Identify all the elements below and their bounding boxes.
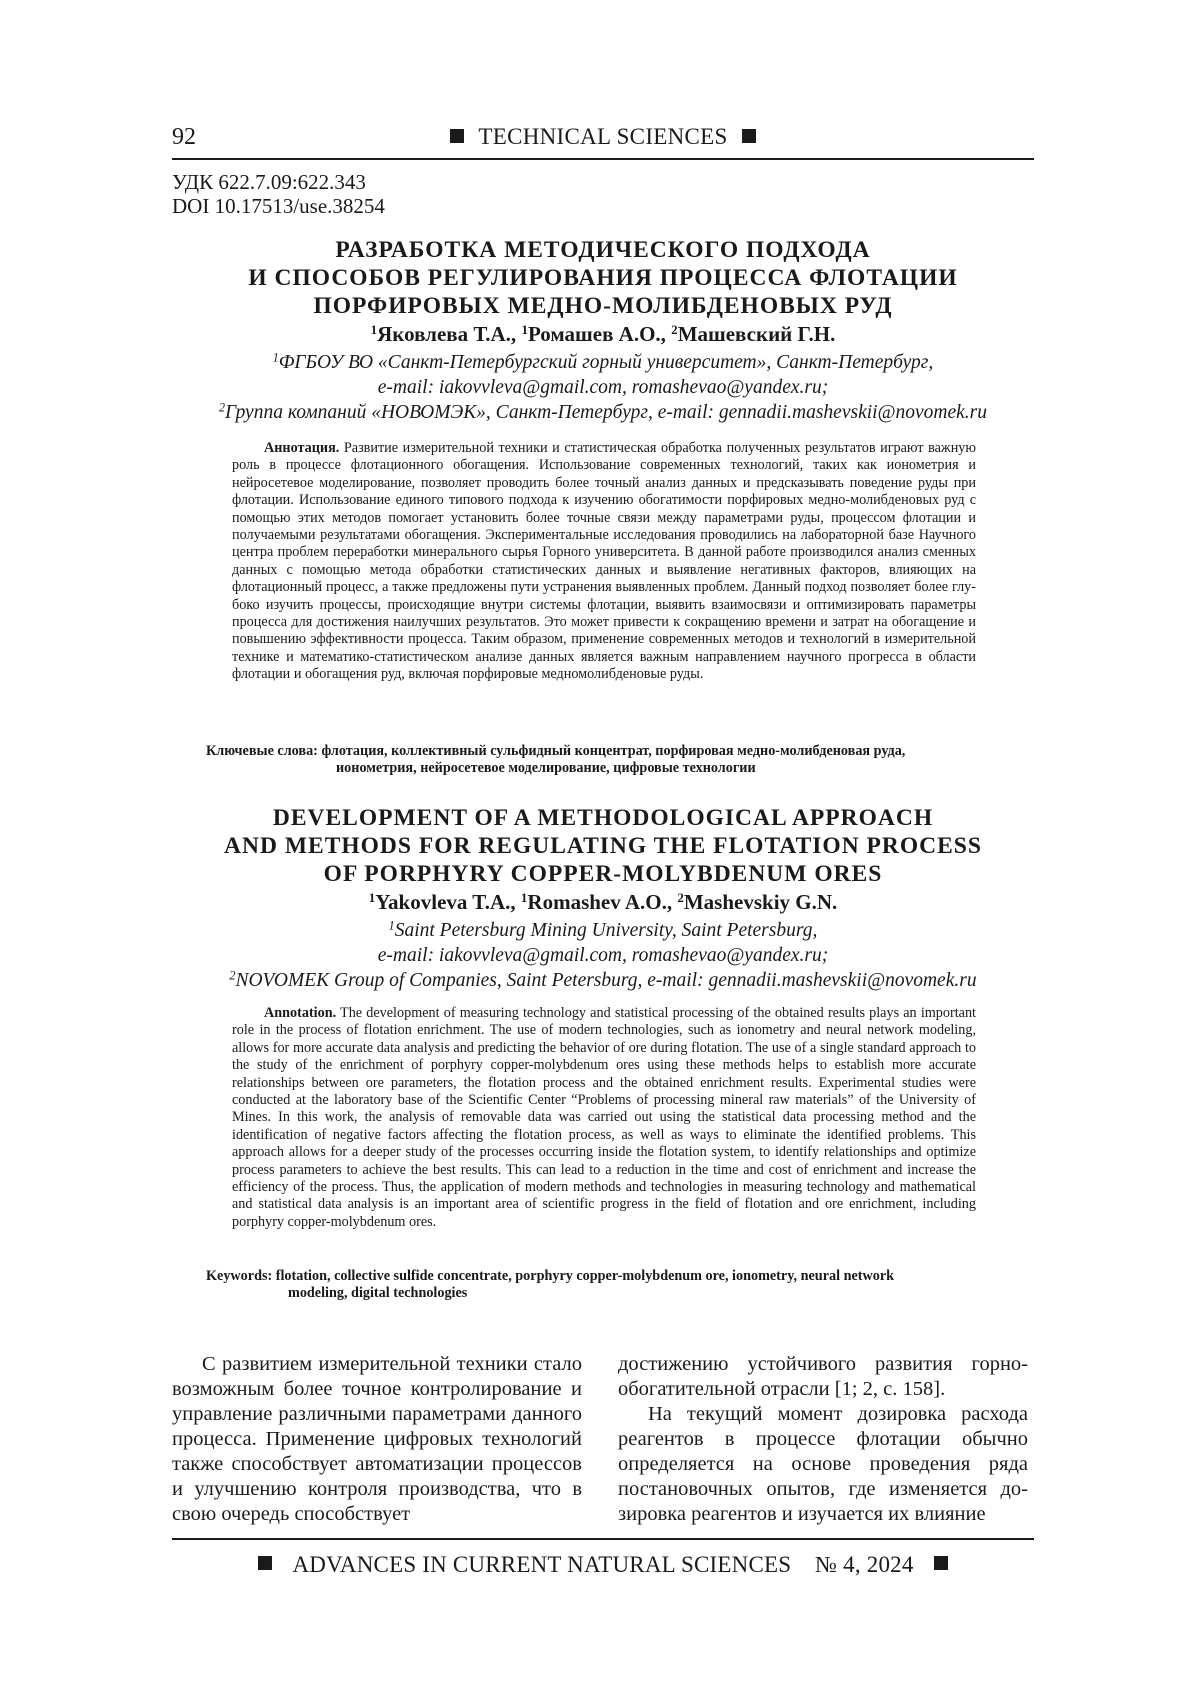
- author-index: 2: [677, 889, 684, 905]
- abstract-text: The development of measuring technology and statistical processing of the obtained results plays an important role in the process of flotation enrichment. The use of modern technologies, such as ionometry and neural network modeling, allows for more accurate data analysis and predicting the behavior of ore during flotation. The use of a single standard approach to the study of the enrichment of porphyry copper-molybdenum ores using these methods helps to establish more accurate relationships between ore parameters, the flotation process and the obtained enrichment results. Experimental studies were conducted at the laboratory base of the Scientific Center “Problems of processing mineral raw materials” of the University of Mines. In this work, the analysis of removable data was carried out using the statistical data processing method and the identification of negative factors affecting the flotation process, as well as ways to eliminate the identified problems. This approach allows for a deeper study of the processes occurring inside the flotation system, to identify relationships and optimize process parameters to achieve the best results. This can lead to a reduction in the time and cost of enrichment and increase the efficiency of the process. Thus, the application of modern methods and technologies in measuring technology and mathematical and statistical data analysis is an important area of scientific progress in the field of flotation and ore enrichment, including porphyry copper-molybdenum ores.: [232, 1005, 976, 1230]
- doi: DOI 10.17513/use.38254: [172, 194, 385, 218]
- title-ru-line: ПОРФИРОВЫХ МЕДНО-МОЛИБДЕНОВЫХ РУД: [313, 293, 893, 319]
- body-paragraph: На текущий момент дозировка расхода реагентов в процессе флотации обычно определяется на основе проведения ряда постановочных опытов, где изменяется дозировка реагентов и изучается их влияние: [618, 1403, 1028, 1525]
- author-name: Ромашев А.О.,: [527, 322, 672, 346]
- issue-number: № 4, 2024: [815, 1552, 914, 1577]
- author-index: 1: [368, 889, 376, 905]
- abstract-en: [232, 1005, 976, 1231]
- running-title: [172, 124, 1034, 150]
- keywords-ru: [206, 743, 1006, 778]
- affiliation-line: $^1$ФГБОУ ВО «Санкт-Петербургский горный университет», Санкт-Петербург,: [272, 350, 934, 373]
- keywords-label: Keywords:: [206, 1268, 273, 1284]
- abstract-text: Развитие измерительной техники и статистическая обработка полученных результатов играют важную роль в процессе флотационного обогащения. Использование современных технологий, таких как ионометрия и нейросетевое моделирование, позволяет проводить более точный анализ данных и предсказывать поведение руды при флотации. Использование единого типового подхода к изучению обогатимости порфировых медно-молибденовых руд с помощью этих методов помогает установить более точные связи между параметрами руды, процессом флотации и получаемыми результатами обогащения. Экспериментальные исследования проводились на лабораторной базе Научного центра проблем переработки минерального сырья Горного университета. В данной работе производился анализ сменных данных с помощью метода обработки статистических данных и выявление негативных факторов, влияющих на флотационный процесс, а также предложены пути устранения выявленных проблем. Данный подход позволяет более глубоко изучить процессы, происходящие внутри системы флотации, выявить взаимосвязи и оптимизировать параметры процесса для достижения наилучших результатов. Это может привести к сокращению времени и затрат на обогащение и повышению эффективности процесса. Таким образом, применение современных методов и технологий в измерительной технике и математико-статистическом анализе данных является важным направлением научного прогресса в области флотации и обогащения руд, включая порфировые медномолибденовые руды.: [232, 440, 976, 683]
- body-paragraph: С развитием измерительной техники стало возможным более точное контролирование и управление различными параметрами данного процесса. Применение цифровых технологий также способствует автоматизации процессов и улучшению контроля производства, что в свою очередь способствует: [172, 1353, 582, 1525]
- title-ru: [172, 236, 1034, 320]
- author-name: Romashev A.O.,: [527, 890, 678, 914]
- body-column-left: [172, 1352, 582, 1527]
- author-name: Машевский Г.Н.: [677, 322, 836, 346]
- affiliation-line: e-mail: iakovvleva@gmail.com, romashevao@yandex.ru;: [377, 377, 829, 398]
- affiliations-ru: [172, 350, 1034, 425]
- running-title-text: TECHNICAL SCIENCES: [478, 124, 728, 149]
- title-en-line: DEVELOPMENT OF A METHODOLOGICAL APPROACH: [272, 805, 934, 831]
- body-column-right: [618, 1352, 1028, 1527]
- authors-en: [172, 890, 1034, 915]
- page-number: 92: [172, 124, 196, 150]
- keywords-line: modeling, digital technologies: [288, 1285, 468, 1302]
- abstract-label: Annotation.: [264, 1005, 337, 1021]
- title-en-line: AND METHODS FOR REGULATING THE FLOTATION PROCESS: [224, 833, 982, 859]
- title-en: [172, 804, 1034, 888]
- author-index: 1: [370, 321, 378, 337]
- author-name: Яковлева Т.А.,: [377, 322, 522, 346]
- author-index: 2: [671, 321, 678, 337]
- keywords-en: [206, 1268, 1006, 1303]
- affiliations-en: [172, 918, 1034, 993]
- author-index: 1: [520, 889, 528, 905]
- square-bullet-icon: [258, 1556, 272, 1570]
- footer-rule: [172, 1538, 1034, 1540]
- square-bullet-icon: [934, 1556, 948, 1570]
- affiliation-line: e-mail: iakovvleva@gmail.com, romashevao@yandex.ru;: [377, 945, 829, 966]
- author-index: 1: [521, 321, 528, 337]
- authors-ru: [172, 322, 1034, 347]
- article-identifiers: [172, 170, 385, 218]
- keywords-label: Ключевые слова:: [206, 743, 318, 759]
- affiliation-line: $^2$NOVOMEK Group of Companies, Saint Petersburg, e-mail: gennadii.mashevskii@novomek.ru: [229, 968, 977, 991]
- author-name: Yakovleva T.A.,: [375, 890, 521, 914]
- keywords-line: flotation, collective sulfide concentrate, porphyry copper-molybdenum ore, ionometry, neural network: [272, 1268, 895, 1284]
- page-footer: [172, 1552, 1034, 1578]
- title-en-line: OF PORPHYRY COPPER-MOLYBDENUM ORES: [323, 861, 883, 887]
- header-rule: [172, 158, 1034, 160]
- body-paragraph: достижению устойчивого развития горно-обогатительной отрасли [1; 2, с. 158].: [618, 1353, 1028, 1400]
- affiliation-line: $^1$Saint Petersburg Mining University, Saint Petersburg,: [388, 918, 818, 941]
- square-bullet-icon: [742, 129, 756, 143]
- keywords-line: флотация, коллективный сульфидный концентрат, порфировая медно-молибденовая руда,: [317, 743, 906, 759]
- abstract-label: Аннотация.: [264, 440, 340, 456]
- udc-code: УДК 622.7.09:622.343: [172, 170, 366, 194]
- affiliation-line: $^2$Группа компаний «НОВОМЭК», Санкт-Петербург, e-mail: gennadii.mashevskii@novomek.ru: [218, 400, 988, 423]
- title-ru-line: И СПОСОБОВ РЕГУЛИРОВАНИЯ ПРОЦЕССА ФЛОТАЦИИ: [248, 265, 958, 291]
- page-header: [172, 118, 1034, 158]
- author-name: Mashevskiy G.N.: [683, 890, 838, 914]
- title-ru-line: РАЗРАБОТКА МЕТОДИЧЕСКОГО ПОДХОДА: [335, 237, 871, 263]
- keywords-line: ионометрия, нейросетевое моделирование, цифровые технологии: [336, 760, 756, 777]
- abstract-ru: [232, 440, 976, 684]
- journal-name: ADVANCES IN CURRENT NATURAL SCIENCES: [292, 1552, 792, 1577]
- square-bullet-icon: [450, 129, 464, 143]
